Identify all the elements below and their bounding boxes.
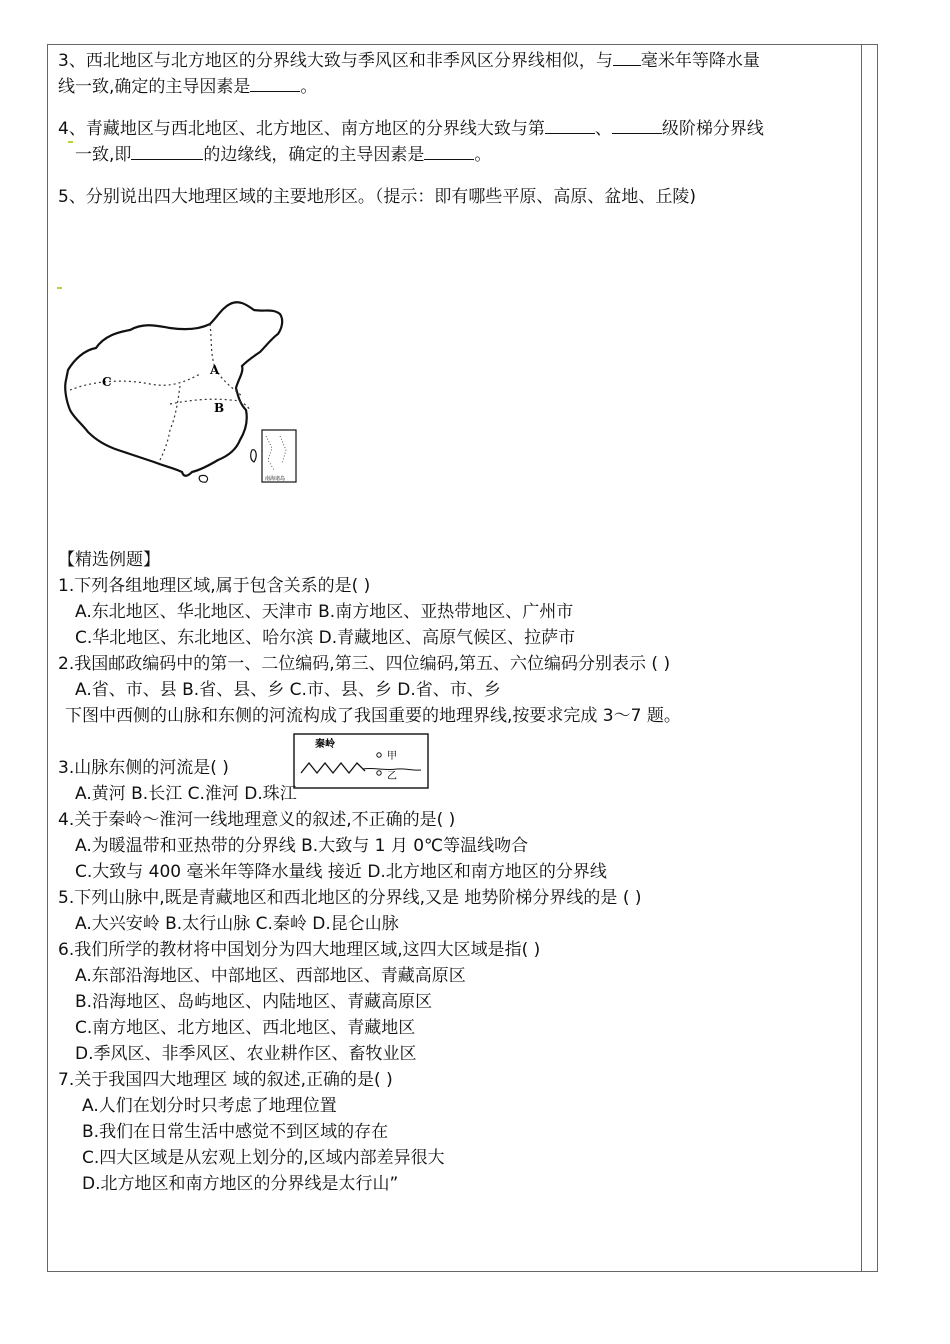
example-1-options-ab: A.东北地区、华北地区、天津市 B.南方地区、亚热带地区、广州市: [75, 602, 574, 622]
example-6-option-a: A.东部沿海地区、中部地区、西部地区、青藏高原区: [75, 966, 466, 986]
q4-text: 的边缘线，确定的主导因素是: [203, 145, 425, 165]
q3-text-serif: 季风区和非季风区分界线相似，与: [357, 51, 613, 71]
q4-text: 、: [594, 119, 612, 139]
answer-blank[interactable]: [545, 117, 595, 134]
example-3-stem: 3.山脉东侧的河流是( ): [58, 758, 229, 778]
example-5-options: A.大兴安岭 B.太行山脉 C.秦岭 D.昆仑山脉: [75, 914, 399, 934]
mountain-label: 秦岭: [315, 739, 335, 750]
example-1-stem: 1.下列各组地理区域,属于包含关系的是( ): [58, 576, 371, 596]
q3-text: 线一致,确定的主导因素是: [58, 77, 251, 97]
q3-text: 毫米年等降水量: [640, 51, 760, 71]
map-label-a: A: [210, 363, 220, 377]
worksheet-content: [58, 48, 853, 1197]
example-6-option-b: B.沿海地区、岛屿地区、内陆地区、青藏高原区: [75, 992, 433, 1012]
q4-text: 级阶梯分界线: [661, 119, 764, 139]
hainan-island: [199, 475, 207, 482]
q3-text: 3、西北地区与北方地区的分界线大致与: [58, 51, 358, 71]
right-margin-column: [861, 45, 862, 1271]
china-map: [60, 300, 310, 485]
example-6-option-c: C.南方地区、北方地区、西北地区、青藏地区: [75, 1018, 416, 1038]
question-4-line-2: [58, 142, 853, 168]
example-2-options: A.省、市、县 B.省、县、乡 C.市、县、乡 D.省、市、乡: [75, 680, 501, 700]
q4-text: 。: [474, 145, 492, 165]
point-jia-marker: [377, 753, 381, 757]
example-7-option-a: A.人们在划分时只考虑了地理位置: [82, 1096, 337, 1116]
answer-blank[interactable]: [250, 75, 300, 92]
example-2-stem: 2.我国邮政编码中的第一、二位编码,第三、四位编码,第五、六位编码分别表示 ( ): [58, 654, 671, 674]
question-4-line-1: [58, 116, 853, 142]
example-3-block: [58, 729, 853, 781]
examples-intro: 下图中西侧的山脉和东侧的河流构成了我国重要的地理界线,按要求完成 3～7 题。: [65, 706, 681, 726]
boundary-line-c: [70, 374, 200, 390]
question-5: 5、分别说出四大地理区域的主要地形区。（提示：即有哪些平原、高原、盆地、丘陵): [58, 187, 696, 207]
answer-blank[interactable]: [424, 143, 474, 160]
inset-label: 南海诸岛: [265, 476, 286, 482]
answer-blank[interactable]: [131, 143, 203, 160]
answer-blank[interactable]: [612, 117, 662, 134]
boundary-line-west: [160, 386, 180, 460]
qinling-huaihe-diagram: [293, 733, 429, 789]
question-3-line-2: [58, 74, 853, 100]
taiwan-island: [251, 450, 256, 462]
example-4-options-cd: C.大致与 400 毫米年等降水量线 接近 D.北方地区和南方地区的分界线: [75, 862, 607, 882]
china-outline: [65, 302, 282, 476]
example-4-options-ab: A.为暖温带和亚热带的分界线 B.大致与 1 月 0℃等温线吻合: [75, 836, 529, 856]
point-jia-label: 甲: [387, 751, 397, 762]
q3-text: 。: [300, 77, 318, 97]
example-5-stem: 5.下列山脉中,既是青藏地区和西北地区的分界线,又是 地势阶梯分界线的是 ( ): [58, 888, 642, 908]
answer-blank[interactable]: [613, 49, 641, 66]
example-6-option-d: D.季风区、非季风区、农业耕作区、畜牧业区: [75, 1044, 417, 1064]
example-4-stem: 4.关于秦岭～淮河一线地理意义的叙述,不正确的是( ): [58, 810, 456, 830]
boundary-line-b: [170, 399, 250, 410]
example-6-stem: 6.我们所学的教材将中国划分为四大地理区域,这四大区域是指( ): [58, 940, 541, 960]
point-yi-label: 乙: [387, 771, 397, 782]
example-7-option-d: D.北方地区和南方地区的分界线是太行山”: [82, 1174, 399, 1194]
map-label-c: C: [102, 375, 112, 389]
point-yi-marker: [377, 771, 381, 775]
question-3-line-1: [58, 48, 853, 74]
mountain-range: [301, 763, 365, 773]
example-7-stem: 7.关于我国四大地理区 域的叙述,正确的是( ): [58, 1070, 393, 1090]
river: [363, 768, 421, 770]
q4-text: 4、青藏地区与西北地区、北方地区、南方地区的分界线大致与第: [58, 119, 545, 139]
q4-text: 一致,即: [75, 145, 132, 165]
example-1-options-cd: C.华北地区、东北地区、哈尔滨 D.青藏地区、高原气候区、拉萨市: [75, 628, 576, 648]
example-7-option-c: C.四大区域是从宏观上划分的,区域内部差异很大: [82, 1148, 445, 1168]
examples-heading: 【精选例题】: [58, 550, 160, 570]
map-label-b: B: [214, 401, 225, 415]
south-china-sea-inset: [262, 430, 296, 482]
example-3-options: A.黄河 B.长江 C.淮河 D.珠江: [75, 784, 297, 804]
example-7-option-b: B.我们在日常生活中感觉不到区域的存在: [82, 1122, 389, 1142]
